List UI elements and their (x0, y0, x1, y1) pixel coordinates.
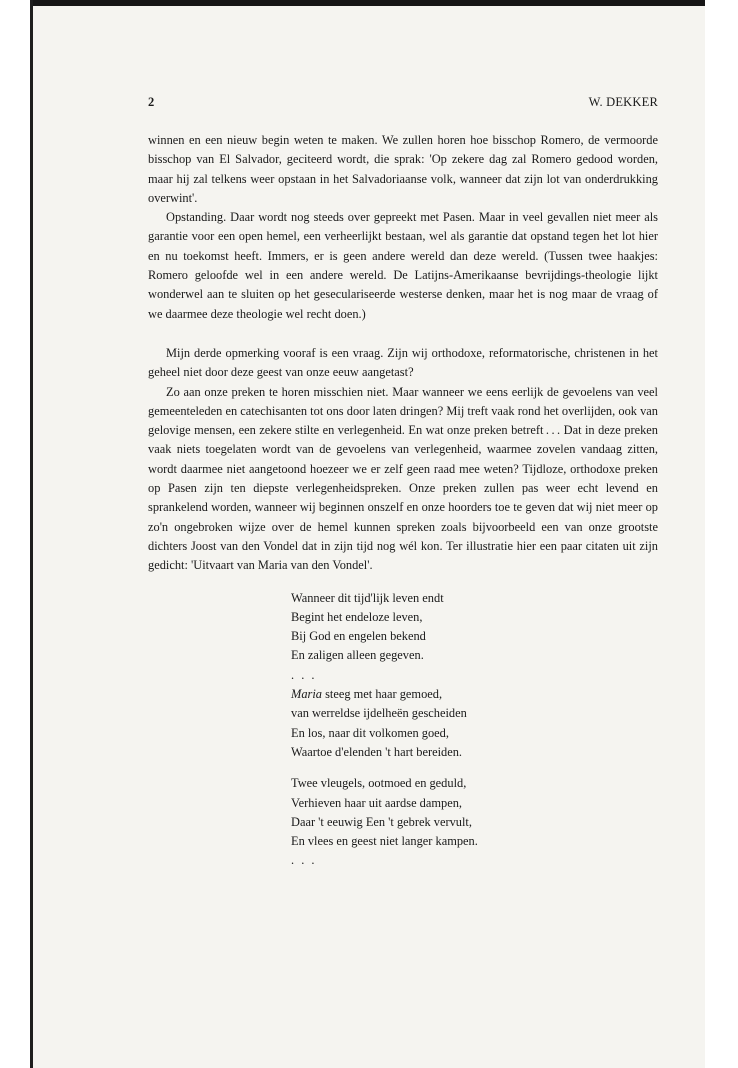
poem-line: Bij God en engelen bekend (291, 629, 426, 644)
running-head (148, 95, 658, 113)
poem-line: Verhieven haar uit aardse dampen, (291, 795, 462, 810)
running-head-author: W. DEKKER (588, 95, 658, 109)
body-text (148, 131, 658, 883)
poem-line-rest: steeg met haar gemoed, (321, 687, 443, 702)
poem-stanza-3 (291, 774, 658, 870)
scan-margin-right (705, 0, 738, 1068)
paragraph-preken: Zo aan onze preken te horen misschien niet. Maar wanneer we eens eerlijk de gevoelens van veel gemeenteleden en catechisanten tot ons door laten dringen? Mij treft vaak rond het overlijden, ook van gelovige mensen, een zekere stilte en verlegenheid. En wat onze preken betreft . . . Dat in deze preken vaak niets toegelaten wordt van de gevoelens van verlegenheid, waarmee zovelen vandaag zitten, wordt daarmee niet aangetoond hoezeer we er zelf geen raad mee weten? Tijdloze, orthodoxe preken op Pasen zijn ten diepste verlegenheidspreken. Onze preken zullen pas weer echt levend en sprankelend worden, wanneer wij beginnen onszelf en onze hoorders toe te geven dat wij niet meer op zo'n ongebroken wijze over de hemel kunnen spreken zoals bijvoorbeeld een van onze grootste dichters Joost van den Vondel dat in zijn tijd nog wél kon. Ter illustratie hier een paar citaten uit zijn gedicht: 'Uitvaart van Maria van den Vondel'. (148, 384, 658, 573)
paragraph-opstanding: Opstanding. Daar wordt nog steeds over gepreekt met Pasen. Maar in veel gevallen niet meer als garantie voor een open hemel, een verheerlijkt bestaan, wel als garantie dat opstand tegen het lot hier en nu toekomst heeft. Immers, er is geen andere wereld dan deze wereld. (Tussen twee haakjes: Romero geloofde wel in een andere wereld. De Latijns-Amerikaanse bevrijdings-theologie lijkt wonderwel aan te sluiten op het geseculariseerde westerse denken, maar het is nog maar de vraag of we daarmee deze theologie wel recht doen.) (148, 210, 658, 321)
paragraph-third-remark: Mijn derde opmerking vooraf is een vraag. Zijn wij orthodoxe, reformatorische, christenen in het geheel niet door deze geest van onze eeuw aangetast? (148, 345, 658, 380)
poem-line: En vlees en geest niet langer kampen. (291, 834, 478, 849)
poem-line: Twee vleugels, ootmoed en geduld, (291, 776, 467, 791)
page-number: 2 (148, 95, 155, 109)
poem-stanza-1 (291, 589, 658, 763)
poem-line: En zaligen alleen gegeven. (291, 648, 424, 663)
poem-line: Begint het endeloze leven, (291, 609, 423, 624)
poem-ellipsis: . . . (291, 853, 317, 868)
poem-line: Wanneer dit tijd'lijk leven endt (291, 590, 444, 605)
poem-line: van werreldse ijdelheën gescheiden (291, 706, 467, 721)
poem-line: Daar 't eeuwig Een 't gebrek vervult, (291, 814, 472, 829)
poem-quotation (291, 589, 658, 871)
paragraph-continuation: winnen en een nieuw begin weten te maken. We zullen horen hoe bisschop Romero, de vermoorde bisschop van El Salvador, geciteerd wordt, die sprak: 'Op zekere dag zal Romero gedood worden, maar hij zal telkens weer opstaan in het Salvadoriaanse volk, wanneer dat zijn lot van onderdrukking overwint'. (148, 133, 658, 205)
poem-emphasis-maria: Maria (291, 687, 322, 702)
poem-line: En los, naar dit volkomen goed, (291, 725, 449, 740)
poem-line (291, 685, 658, 704)
poem-ellipsis: . . . (291, 667, 317, 682)
poem-line: Waartoe d'elenden 't hart bereiden. (291, 744, 462, 759)
